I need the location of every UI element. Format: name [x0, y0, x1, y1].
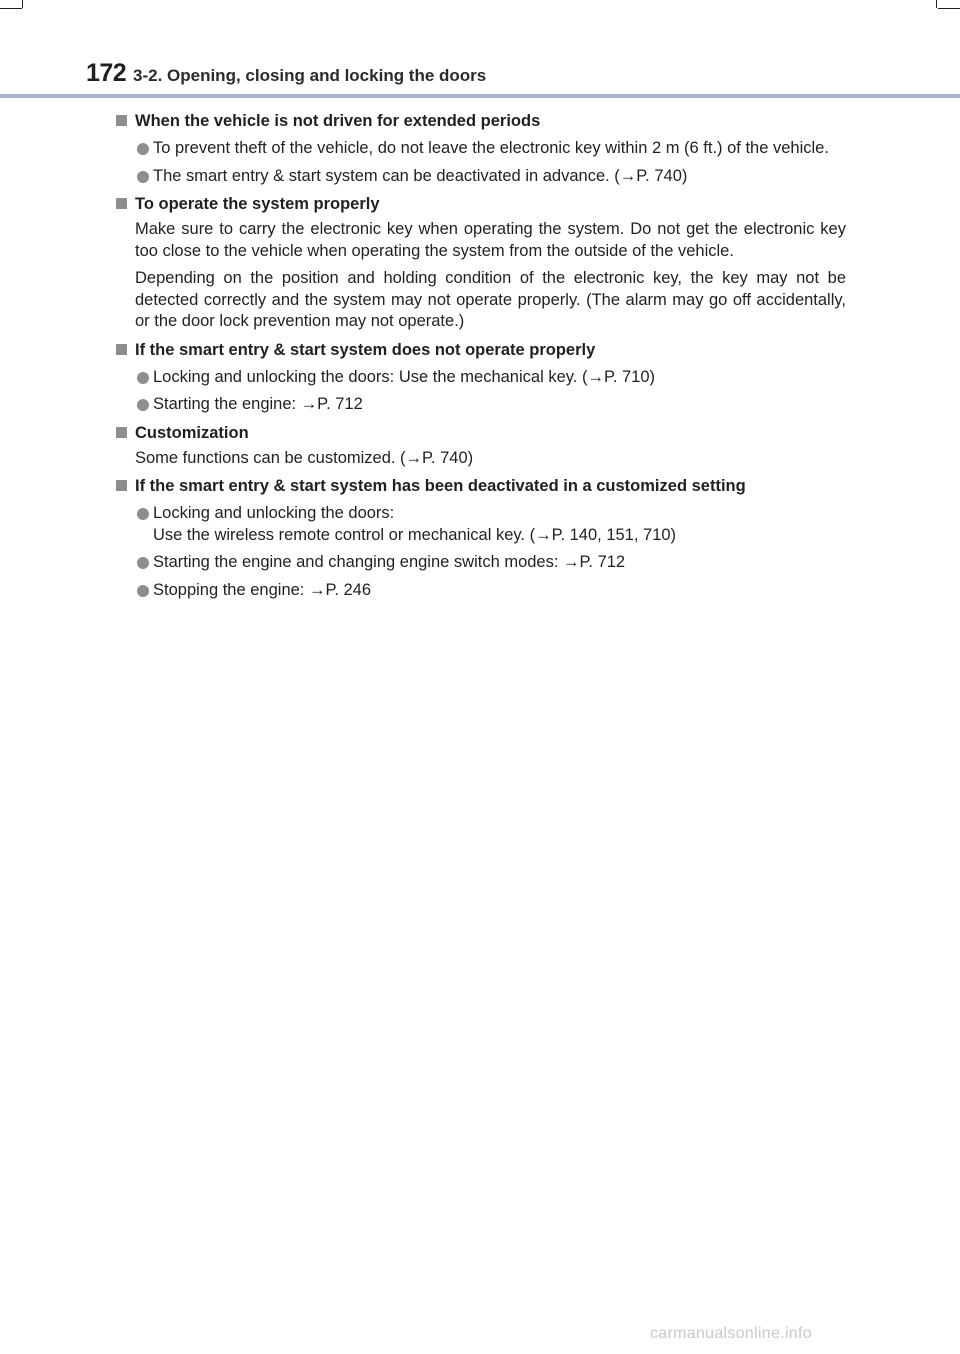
page-number: 172	[86, 59, 127, 87]
circle-bullet-icon	[137, 372, 149, 384]
circle-bullet-icon	[137, 508, 149, 520]
crop-mark	[0, 8, 22, 9]
list-item: To prevent theft of the vehicle, do not leave the electronic key within 2 m (6 ft.) of the vehicle.	[116, 138, 846, 160]
page-content	[116, 110, 846, 601]
paragraph: Make sure to carry the electronic key when operating the system. Do not get the electronic key too close to the vehicle when operating the system from the outside of the vehicle.	[135, 220, 846, 260]
circle-bullet-icon	[137, 143, 149, 155]
circle-bullet-icon	[137, 399, 149, 411]
section-heading: To operate the system properly	[116, 193, 846, 215]
section-heading: Customization	[116, 422, 846, 444]
crop-mark	[938, 8, 960, 9]
section-heading: When the vehicle is not driven for extended periods	[116, 110, 846, 132]
list-item: Locking and unlocking the doors: Use the wireless remote control or mechanical key. (→P. 140, 151, 710)	[116, 503, 846, 546]
list-item: Starting the engine: →P. 712	[116, 394, 846, 416]
list-item: The smart entry & start system can be deactivated in advance. (→P. 740)	[116, 166, 846, 188]
watermark: carmanualsonline.info	[650, 1325, 812, 1342]
crop-mark	[22, 0, 23, 8]
square-bullet-icon	[116, 427, 127, 438]
circle-bullet-icon	[137, 171, 149, 183]
square-bullet-icon	[116, 480, 127, 491]
square-bullet-icon	[116, 344, 127, 355]
circle-bullet-icon	[137, 557, 149, 569]
square-bullet-icon	[116, 115, 127, 126]
square-bullet-icon	[116, 198, 127, 209]
page-header	[0, 56, 960, 94]
paragraph: Depending on the position and holding condition of the electronic key, the key may not be detected correctly and the system may not operate properly. (The alarm may go off accidentally, or the door lock prevention may not operate.)	[135, 269, 846, 330]
section-title: 3-2. Opening, closing and locking the doors	[133, 66, 487, 85]
list-item: Stopping the engine: →P. 246	[116, 580, 846, 602]
section-heading: If the smart entry & start system has been deactivated in a customized setting	[116, 475, 846, 497]
circle-bullet-icon	[137, 585, 149, 597]
crop-mark	[936, 0, 937, 8]
paragraph: Some functions can be customized. (→P. 740)	[135, 448, 474, 467]
list-item: Starting the engine and changing engine switch modes: →P. 712	[116, 552, 846, 574]
section-heading: If the smart entry & start system does not operate properly	[116, 339, 846, 361]
header-rule	[0, 94, 960, 98]
list-item: Locking and unlocking the doors: Use the mechanical key. (→P. 710)	[116, 367, 846, 389]
